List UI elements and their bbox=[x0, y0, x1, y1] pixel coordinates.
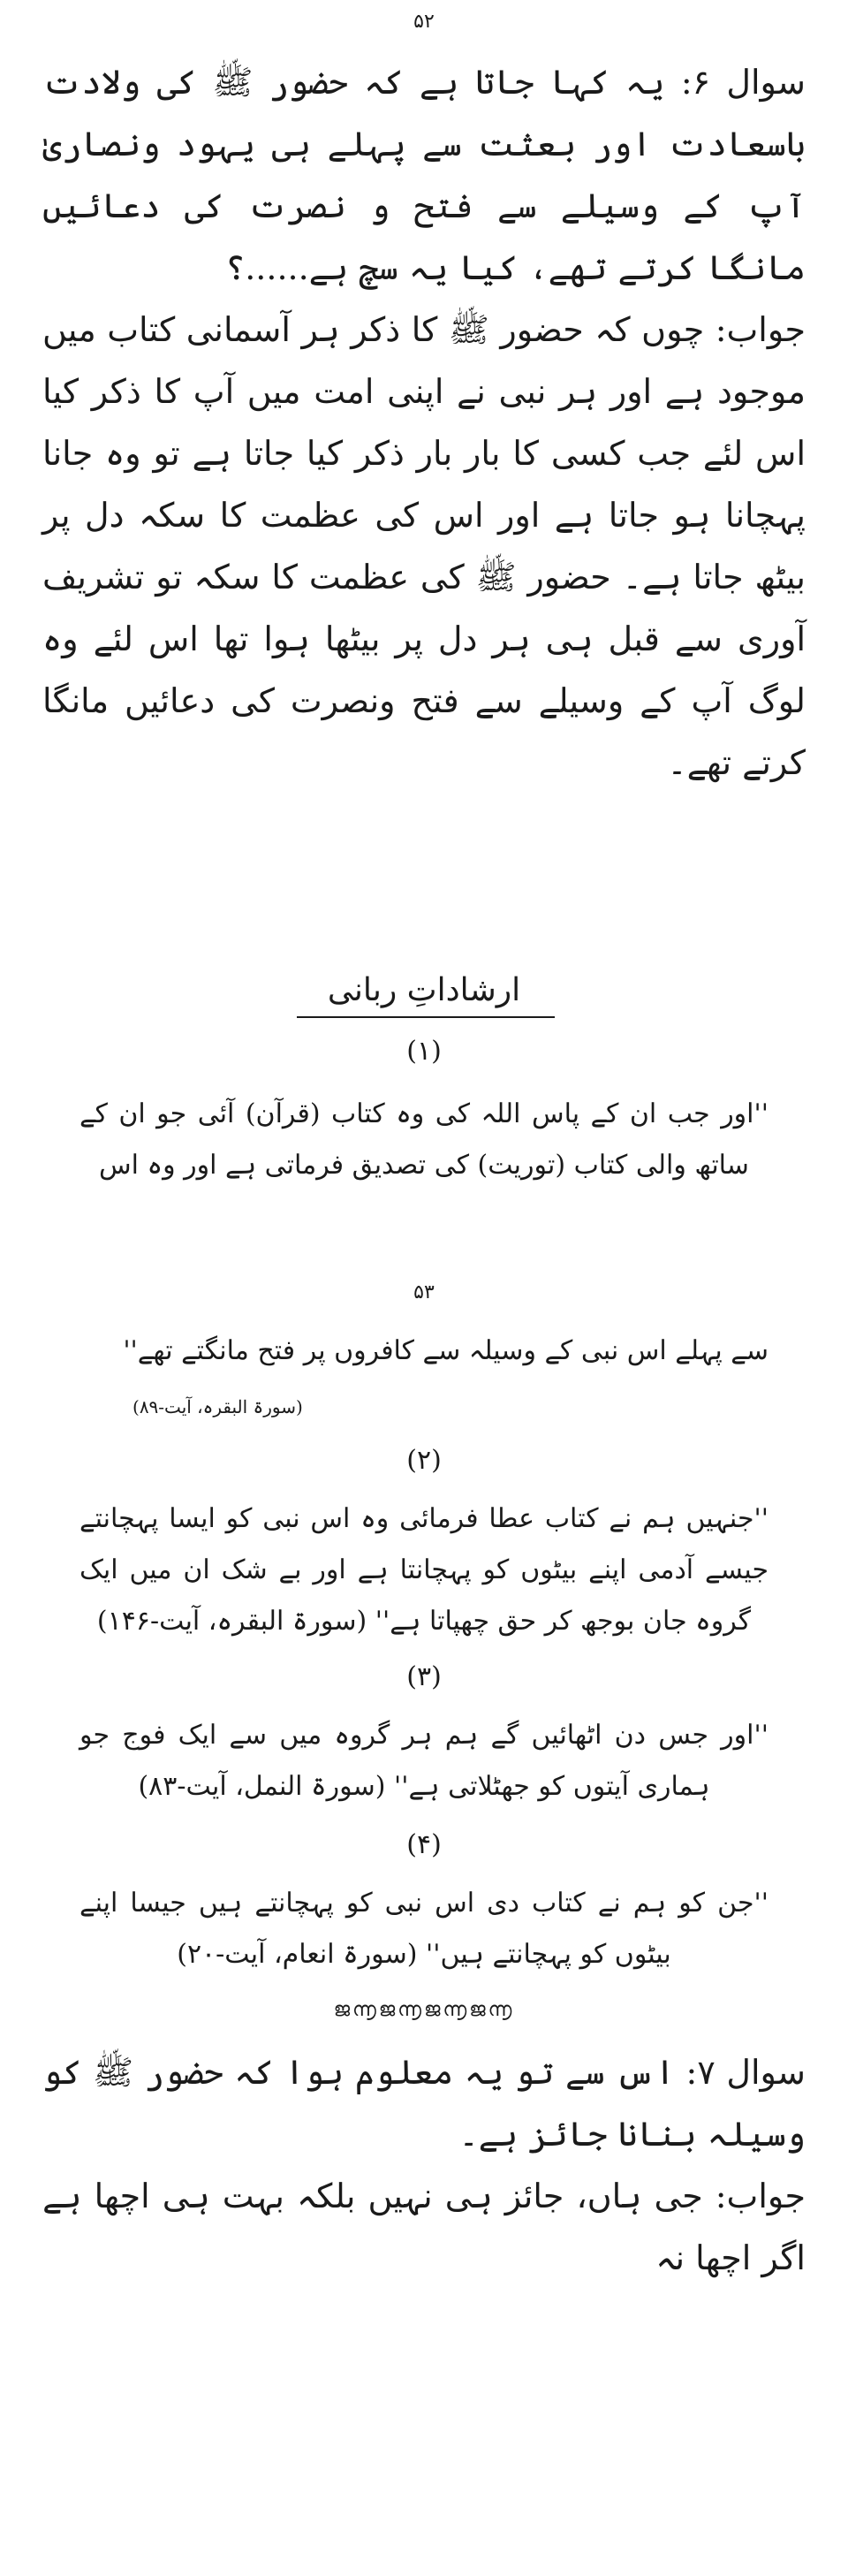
heading-underline bbox=[297, 1016, 555, 1018]
question-7: سوال ۷: اس سے تو یہ معلوم ہوا کہ حضور ﷺ کو وسیلہ بنانا جائز ہے۔ bbox=[42, 2053, 806, 2154]
verse-1-part-2: سے پہلے اس نبی کے وسیلہ سے کافروں پر فتح مانگتے تھے'' bbox=[123, 1335, 768, 1366]
page-number: ۵۲ bbox=[413, 11, 435, 33]
question-6-block bbox=[42, 51, 806, 794]
verse-number-3: (۳) bbox=[406, 1661, 442, 1692]
answer-7-start: جواب: جی ہاں، جائز ہی نہیں بلکہ بہت ہی اچھا ہے اگر اچھا نہ bbox=[42, 2177, 806, 2277]
page-number: ۵۳ bbox=[413, 1281, 435, 1303]
verse-1-reference: (سورۃ البقرہ، آیت-۸۹) bbox=[132, 1396, 303, 1417]
question-7-block bbox=[42, 2041, 806, 2289]
question-6: سوال ۶: یہ کہا جاتا ہے کہ حضور ﷺ کی ولادت باسعادت اور بعثت سے پہلے ہی یہود ونصاریٰ آپ کے وسیلے سے فتح و نصرت کی دعائیں مانگا کرتے تھے، کیا یہ سچ ہے......؟ bbox=[42, 63, 806, 287]
verse-number-1: (۱) bbox=[406, 1036, 442, 1067]
answer-6: جواب: چوں کہ حضور ﷺ کا ذکر ہر آسمانی کتاب میں موجود ہے اور ہر نبی نے اپنی امت میں آپ کا ذکر کیا اس لئے جب کسی کا بار بار ذکر کیا جاتا ہے تو وہ جانا پہچانا ہو جاتا ہے اور اس کی عظمت کا سکہ دل پر بیٹھ جاتا ہے۔ حضور ﷺ کی عظمت کا سکہ تو تشریف آوری سے قبل ہی ہر دل پر بیٹھا ہوا تھا اس لئے وہ لوگ آپ کے وسیلے سے فتح ونصرت کی دعائیں مانگا کرتے تھے۔ bbox=[42, 310, 806, 782]
verse-1-part-1: ''اور جب ان کے پاس اللہ کی وہ کتاب (قرآن) آئی جو ان کے ساتھ والی کتاب (توریت) کی تصدیق فرماتی ہے اور وہ اس bbox=[80, 1098, 769, 1181]
verse-2: ''جنہیں ہم نے کتاب عطا فرمائی وہ اس نبی کو ایسا پہچانتے جیسے آدمی اپنے بیٹوں کو پہچانتا ہے اور بے شک ان میں ایک گروہ جان بوجھ کر حق چھپاتا ہے'' (سورۃ البقرہ، آیت-۱۴۶) bbox=[80, 1503, 768, 1637]
page-52 bbox=[0, 0, 848, 1264]
verse-3: ''اور جس دن اٹھائیں گے ہم ہر گروہ میں سے ایک فوج جو ہماری آیتوں کو جھٹلاتی ہے'' (سورۃ النمل، آیت-۸۳) bbox=[80, 1720, 768, 1802]
page-53 bbox=[0, 1264, 848, 2576]
section-heading: ارشاداتِ ربانی bbox=[327, 972, 521, 1008]
verse-number-2: (۲) bbox=[406, 1445, 442, 1476]
ornament-divider: ജ൬ജ൬ജ൬ജ൬ bbox=[333, 1999, 515, 2021]
verse-number-4: (۴) bbox=[406, 1829, 442, 1860]
verse-4: ''جن کو ہم نے کتاب دی اس نبی کو پہچانتے ہیں جیسا اپنے بیٹوں کو پہچانتے ہیں'' (سورۃ انعام، آیت-۲۰) bbox=[80, 1888, 768, 1970]
